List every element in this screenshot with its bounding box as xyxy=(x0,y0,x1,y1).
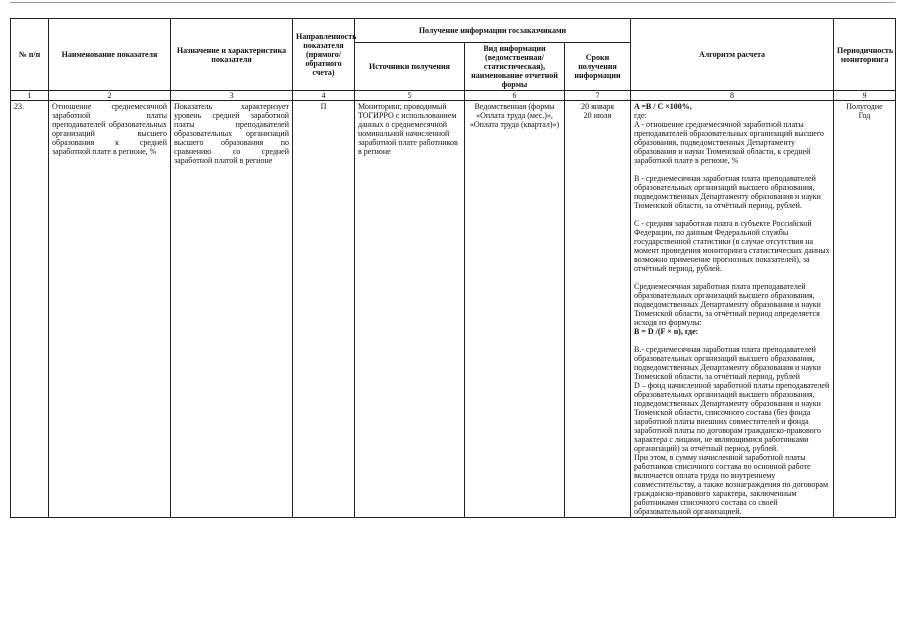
method-paragraph: Среднемесячная заработная плата преподавателей образовательных организаций высшего образования, подведомственных Департаменту образования и науки Тюменской области, за отчётный период определяется исходя из формулы: xyxy=(634,282,821,327)
row-number: 23. xyxy=(11,101,49,518)
info-deadlines xyxy=(565,101,631,518)
deadline-january: 20 января xyxy=(581,102,614,111)
header-periodicity: Периодичность мониторинга xyxy=(834,19,896,91)
note-paragraph: При этом, в сумму начисленной заработной платы работников списочного состава по основной работе включается оплата труда по внутреннему совместительству, а также вознаграждения по договорам гражданско-правового характера, заключенным работниками списочного состава со своей образовательной организацией. xyxy=(634,453,829,516)
definition-c: C - средняя заработная плата в субъекте Российской Федерации, по данным Федеральной службы государственной статистики (в случае отсутствия на момент проведения мониторинга статистических данных возможно применение прогнозных показателей), за отчётный период, рублей. xyxy=(634,219,830,273)
column-numbers-row xyxy=(11,91,896,101)
header-deadline: Сроки получения информации xyxy=(565,43,631,91)
table-row xyxy=(11,101,896,518)
header-direction: Направленность показателя (прямого/обратного счета) xyxy=(293,19,355,91)
definition-a: A - отношение среднемесячной заработной платы преподавателей образовательных организаций высшего образования, подведомственных Департаменту образования и науки Тюменской области, к средней заработной плате в регионе, % xyxy=(634,120,824,165)
column-number: 3 xyxy=(171,91,293,101)
indicator-table xyxy=(10,18,896,518)
page-top-edge xyxy=(10,2,895,3)
column-number: 8 xyxy=(631,91,834,101)
column-number: 9 xyxy=(834,91,896,101)
calculation-algorithm xyxy=(631,101,834,518)
column-number: 7 xyxy=(565,91,631,101)
definition-b-avg: B.- среднемесячная заработная плата преподавателей образовательных организаций высшего образования, подведомственных Департаменту образования и науки Тюменской области, за отчётный период, рублей xyxy=(634,345,821,381)
indicator-purpose: Показатель характеризует уровень средней заработной платы преподавателей образовательных организаций высшего образования по сравнению со средней заработной платой в регионе xyxy=(171,101,293,518)
column-number: 1 xyxy=(11,91,49,101)
secondary-formula: B = D /(F × n), где: xyxy=(634,327,699,336)
header-info-group: Получение информации госзаказчиками xyxy=(355,19,631,43)
definition-d: D – фонд начисленной заработной платы преподавателей образовательных организаций высшего образования, подведомственных Департаменту образования и науки Тюменской области, списочного состава (без фонда заработной платы внешних совместителей и фонда заработной платы по договорам гражданско-правового характера с лицами, не являющимися работниками организаций) за отчётный период, рублей. xyxy=(634,381,830,453)
periodicity xyxy=(834,101,896,518)
indicator-direction: П xyxy=(293,101,355,518)
info-type: Ведомственная (формы «Оплата труда (мес.)», «Оплата труда (квартал)») xyxy=(465,101,565,518)
deadline-july: 20 июля xyxy=(583,111,612,120)
header-source: Источники получения xyxy=(355,43,465,91)
column-number: 2 xyxy=(49,91,171,101)
definition-b: B - среднемесячная заработная плата преподавателей образовательных организаций высшего образования, подведомственных Департаменту образования и науки Тюменской области, за отчётный период, рублей. xyxy=(634,174,821,210)
info-source: Мониторинг, проводимый ТОГИРРО с использованием данных о среднемесячной номинальной начисленной заработной плате работников в регионе xyxy=(355,101,465,518)
period-year: Год xyxy=(858,111,871,120)
column-number: 6 xyxy=(465,91,565,101)
indicator-name: Отношение среднемесячной заработной платы преподавателей образовательных организаций высшего образования к средней заработной плате в регионе, % xyxy=(49,101,171,518)
header-algorithm: Алгоритм расчета xyxy=(631,19,834,91)
header-indicator-name: Наименование показателя xyxy=(49,19,171,91)
header-info-type: Вид информации (ведомственная/ статистическая), наименование отчетной формы xyxy=(465,43,565,91)
where-label: где: xyxy=(634,111,647,120)
main-formula: A =B / C ×100%, xyxy=(634,102,692,111)
period-halfyear: Полугодие xyxy=(846,102,883,111)
indicator-table-page xyxy=(10,18,895,518)
column-number: 5 xyxy=(355,91,465,101)
header-number: № п/п xyxy=(11,19,49,91)
header-purpose: Назначение и характеристика показателя xyxy=(171,19,293,91)
column-number: 4 xyxy=(293,91,355,101)
